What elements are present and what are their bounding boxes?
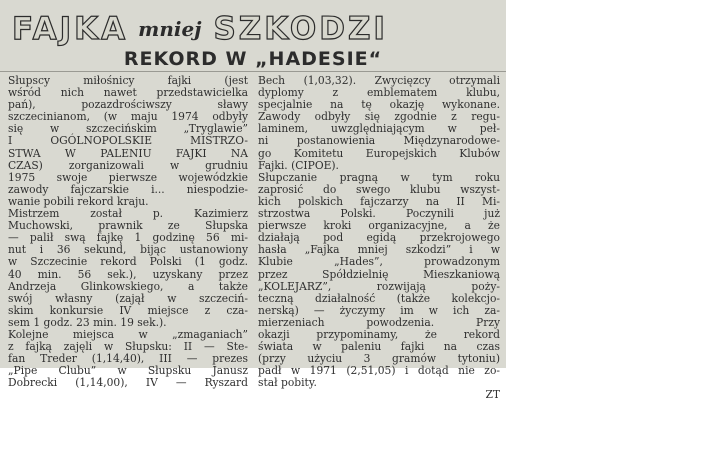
text-line: dyplomy z emblematem klubu, — [258, 86, 500, 100]
text-line: Słupczanie pragną w tym roku — [258, 170, 500, 184]
text-line: „KOLEJARZ”, rozwijają poży- — [258, 279, 500, 293]
text-line: specjalnie na tę okazję wykonane. — [258, 98, 500, 112]
subheadline: REKORD W „HADESIE“ — [123, 48, 383, 70]
text-line: Słupscy miłośnicy fajki (jest — [8, 74, 248, 87]
text-line: Muchowski, prawnik ze Słupska — [8, 219, 248, 233]
text-line: hasła „Fajka mniej szkodzi” i w — [258, 243, 500, 257]
text-line: 1975 swoje pierwsze wojewódzkie — [8, 170, 248, 184]
text-line: wanie pobili rekord kraju. — [8, 194, 149, 208]
left-column — [8, 75, 248, 389]
text-line: swój własny (zajął w szczeciń- — [8, 291, 248, 305]
text-line: w Szczecinie rekord Polski (1 godz. — [8, 255, 248, 269]
text-line: teczną działalność (także kolekcjo- — [258, 291, 500, 305]
text-line: z fajką zajęli w Słupsku: II — Ste- — [8, 340, 248, 354]
text-line: pierwsze kroki organizacyjne, a że — [258, 219, 500, 233]
text-line: Klubie „Hades”, prowadzonym — [258, 255, 500, 269]
text-line: skim konkursie IV miejsce z cza- — [8, 303, 248, 317]
text-line: CZAS) zorganizowali w grudniu — [8, 158, 248, 172]
headline-word-mniej: mniej — [138, 17, 202, 41]
text-line: STWA W PALENIU FAJKI NA — [8, 146, 248, 160]
text-line: zaprosić do swego klubu wszyst- — [258, 182, 500, 196]
text-line: okazji przypominamy, że rekord — [258, 327, 500, 341]
text-line: 40 min. 56 sek.), uzyskany przez — [8, 267, 248, 281]
text-line: nut i 36 sekund, bijąc ustanowiony — [8, 243, 248, 257]
divider — [0, 71, 506, 72]
text-line: Kolejne miejsca w „zmaganiach” — [8, 327, 248, 341]
text-line: laminem, uwzględniającym w peł- — [258, 122, 500, 136]
headline — [12, 9, 500, 49]
text-line: Dobrecki (1,14,00), IV — Ryszard — [8, 376, 248, 390]
text-line: go Komitetu Europejskich Klubów — [258, 146, 500, 160]
text-line: sem 1 godz. 23 min. 19 sek.). — [8, 315, 167, 329]
text-line: szczecinianom, (w maju 1974 odbyły — [8, 110, 248, 124]
headline-word-szkodzi: SZKODZI — [213, 10, 388, 47]
text-line: (przy użyciu 3 gramów tytoniu) — [258, 352, 500, 366]
text-line: ni postanowienia Międzynarodowe- — [258, 134, 500, 148]
text-line: Andrzeja Glinkowskiego, a także — [8, 279, 248, 293]
text-line: „Pipe Clubu” w Słupsku Janusz — [8, 364, 248, 378]
text-line: Mistrzem został p. Kazimierz — [8, 207, 248, 221]
author-signature: ZT — [485, 388, 500, 402]
text-line: zawody fajczarskie i... niespodzie- — [8, 182, 248, 196]
text-line: Fajki. (CIPOE). — [258, 158, 339, 172]
text-line: — palił swą fajkę 1 godzinę 56 mi- — [8, 231, 248, 245]
text-line: nerską) — życzymy im w ich za- — [258, 303, 500, 317]
text-line: fan Treder (1,14,40), III — prezes — [8, 352, 248, 366]
text-line: działają pod egidą przekrojowego — [258, 231, 500, 245]
text-line: świata w paleniu fajki na czas — [258, 340, 500, 354]
text-line: pań), pozazdrościwszy sławy — [8, 98, 248, 112]
text-line: Bech (1,03,32). Zwycięzcy otrzymali — [258, 74, 500, 87]
text-line: wśród nich nawet przedstawicielka — [8, 86, 248, 100]
text-line: przez Spółdzielnię Mieszkaniową — [258, 267, 500, 281]
text-line: kich polskich fajczarzy na II Mi- — [258, 194, 500, 208]
text-line: się w szczecińskim „Tryglawie” — [8, 122, 248, 136]
text-line: mierzeniach powodzenia. Przy — [258, 315, 500, 329]
text-line: Zawody odbyły się zgodnie z regu- — [258, 110, 500, 124]
right-column — [258, 75, 500, 402]
text-line: stał pobity. — [258, 376, 317, 390]
text-line: I OGÓLNOPOLSKIE MISTRZO- — [8, 134, 248, 148]
text-line: padł w 1971 (2,51,05) i dotąd nie zo- — [258, 364, 500, 378]
headline-word-fajka: FAJKA — [12, 10, 129, 47]
text-line: strzostwa Polski. Poczynili już — [258, 207, 500, 221]
